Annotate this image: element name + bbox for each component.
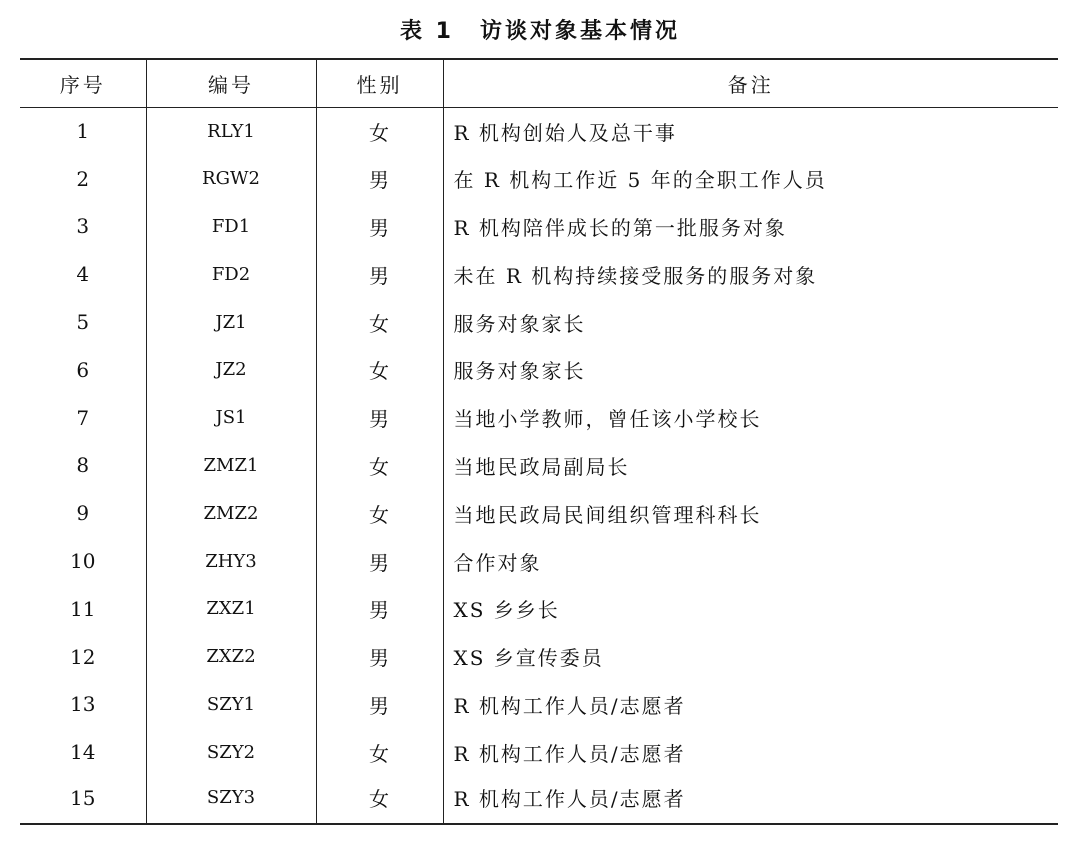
row-index: 11 [70, 596, 96, 621]
table-row [20, 394, 1058, 442]
header-index: 序号 [20, 59, 146, 107]
row-gender: 女 [316, 107, 443, 155]
row-code: SZY1 [146, 681, 316, 729]
row-index: 7 [76, 405, 90, 430]
table-number: 表 1 [400, 18, 454, 44]
row-code: FD1 [146, 203, 316, 251]
row-gender: 女 [316, 776, 443, 824]
table-row [20, 203, 1058, 251]
table-row [20, 298, 1058, 346]
row-index: 10 [70, 549, 96, 574]
row-code: FD2 [146, 250, 316, 298]
header-code: 编号 [146, 59, 316, 107]
header-gender: 性别 [316, 59, 443, 107]
row-index: 5 [76, 310, 90, 335]
row-note: R 机构陪伴成长的第一批服务对象 [443, 203, 1058, 251]
row-gender: 男 [316, 537, 443, 585]
row-note: 在 R 机构工作近 5 年的全职工作人员 [443, 155, 1058, 203]
row-gender: 男 [316, 681, 443, 729]
row-code: JZ2 [146, 346, 316, 394]
row-note: R 机构创始人及总干事 [443, 107, 1058, 155]
table-row [20, 107, 1058, 155]
row-gender: 女 [316, 728, 443, 776]
row-code: ZMZ2 [146, 489, 316, 537]
header-row [20, 59, 1058, 107]
table-row [20, 585, 1058, 633]
row-code: JS1 [146, 394, 316, 442]
row-code: ZXZ2 [146, 633, 316, 681]
row-index: 3 [76, 214, 90, 239]
row-note: R 机构工作人员/志愿者 [443, 776, 1058, 824]
table-caption [0, 0, 1080, 58]
row-note: R 机构工作人员/志愿者 [443, 728, 1058, 776]
row-gender: 男 [316, 633, 443, 681]
row-note: XS 乡宣传委员 [443, 633, 1058, 681]
row-note: 服务对象家长 [443, 346, 1058, 394]
row-note: XS 乡乡长 [443, 585, 1058, 633]
header-notes: 备注 [443, 59, 1058, 107]
row-gender: 男 [316, 585, 443, 633]
row-gender: 女 [316, 442, 443, 490]
row-code: ZXZ1 [146, 585, 316, 633]
table-row [20, 776, 1058, 824]
row-index: 12 [70, 644, 96, 669]
row-index: 14 [70, 740, 96, 765]
row-index: 1 [76, 119, 90, 144]
row-index: 13 [70, 692, 96, 717]
row-index: 15 [20, 776, 146, 824]
row-note: 合作对象 [443, 537, 1058, 585]
row-index: 6 [76, 357, 90, 382]
table-title: 访谈对象基本情况 [479, 18, 680, 44]
row-gender: 男 [316, 394, 443, 442]
row-gender: 女 [316, 298, 443, 346]
row-code: RGW2 [146, 155, 316, 203]
row-index: 4 [76, 262, 90, 287]
interviewee-table [20, 58, 1058, 825]
row-note: 当地民政局民间组织管理科科长 [443, 489, 1058, 537]
table-row [20, 633, 1058, 681]
row-note: 当地民政局副局长 [443, 442, 1058, 490]
row-code: ZHY3 [146, 537, 316, 585]
row-index: 2 [76, 166, 90, 191]
row-gender: 女 [316, 489, 443, 537]
table-row [20, 250, 1058, 298]
table-row [20, 155, 1058, 203]
row-note: 当地小学教师，曾任该小学校长 [443, 394, 1058, 442]
row-note: 未在 R 机构持续接受服务的服务对象 [443, 250, 1058, 298]
row-code: RLY1 [146, 107, 316, 155]
row-gender: 男 [316, 155, 443, 203]
row-gender: 男 [316, 203, 443, 251]
table-row [20, 681, 1058, 729]
row-code: ZMZ1 [146, 442, 316, 490]
row-index: 8 [76, 453, 90, 478]
table-row [20, 442, 1058, 490]
table-row [20, 346, 1058, 394]
table-row [20, 489, 1058, 537]
row-code: SZY3 [146, 776, 316, 824]
row-note: R 机构工作人员/志愿者 [443, 681, 1058, 729]
row-index: 9 [76, 501, 90, 526]
row-code: JZ1 [146, 298, 316, 346]
row-note: 服务对象家长 [443, 298, 1058, 346]
row-code: SZY2 [146, 728, 316, 776]
table-row [20, 537, 1058, 585]
row-gender: 男 [316, 250, 443, 298]
row-gender: 女 [316, 346, 443, 394]
table-row [20, 728, 1058, 776]
